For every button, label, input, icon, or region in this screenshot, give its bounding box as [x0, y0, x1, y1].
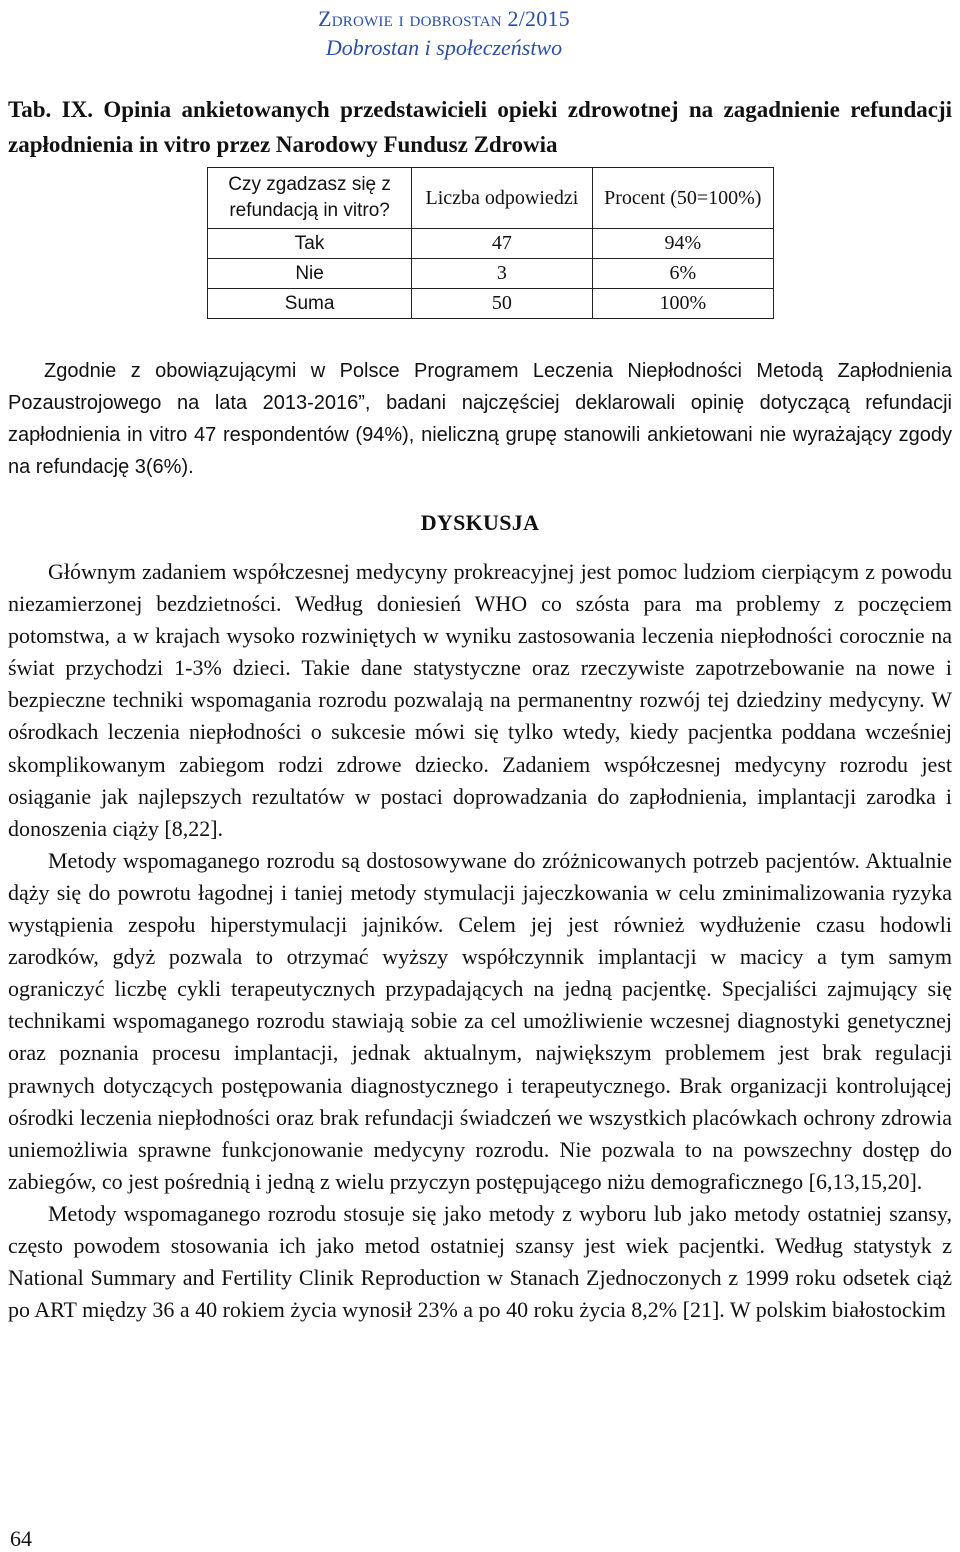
running-header: [244, 4, 644, 62]
results-paragraph: Zgodnie z obowiązującymi w Polsce Programem Leczenia Niepłodności Metodą Zapłodnienia Pozaustrojowego na lata 2013-2016”, badani najczęściej deklarowali opinię dotyczącą refundacji zapłodnienia in vitro 47 respondentów (94%), nieliczną grupę stanowili ankietowani nie wyrażający zgody na refundację 3(6%).: [8, 360, 952, 478]
row-percent: 100%: [592, 289, 773, 319]
section-title-text: Dobrostan i społeczeństwo: [325, 35, 563, 60]
table-header-row: [208, 168, 774, 229]
table-row: [208, 259, 774, 289]
page-number: 64: [10, 1526, 32, 1551]
row-count: 50: [412, 289, 592, 319]
row-count: 47: [412, 229, 592, 259]
journal-title: Zdrowie i dobrostan 2/2015: [318, 6, 570, 31]
row-count: 3: [412, 259, 592, 289]
row-percent: 94%: [592, 229, 773, 259]
discussion-body: [8, 556, 952, 1326]
header-question: Czy zgadzasz się z refundacją in vitro?: [208, 168, 412, 229]
table-caption: [8, 92, 952, 162]
section-heading-discussion: DYSKUSJA: [420, 510, 540, 535]
table-row: [208, 229, 774, 259]
header-count: Liczba odpowiedzi: [412, 168, 592, 229]
table-caption-text: Tab. IX. Opinia ankietowanych przedstawicieli opieki zdrowotnej na zagadnienie refundacji zapłodnienia in vitro przez Narodowy Fundusz Zdrowia: [8, 97, 952, 157]
discussion-paragraph: Metody wspomaganego rozrodu są dostosowywane do zróżnicowanych potrzeb pacjentów. Aktualnie dąży się do powrotu łagodnej i taniej metody stymulacji jajeczkowania w celu zminimalizowania ryzyka wystąpienia zespołu hiperstymulacji jajników. Celem jej jest również wydłużenie czasu hodowli zarodków, gdyż pozwala to otrzymać wyższy współczynnik implantacji w macicy a tym samym ograniczyć liczbę cykli terapeutycznych przypadających na jedną pacjentkę. Specjaliści zajmujący się technikami wspomaganego rozrodu stawiają sobie za cel umożliwienie wczesnej diagnostyki genetycznej oraz poznania procesu implantacji, jednak aktualnym, największym problemem jest brak regulacji prawnych dotyczących postępowania diagnostycznego i terapeutycznego. Brak organizacji kontrolującej ośrodki leczenia niepłodności oraz brak refundacji świadczeń we wszystkich placówkach ochrony zdrowia uniemożliwia sprawne funkcjonowanie medycyny rozrodu. Nie pozwala to na powszechny dostęp do zabiegów, co jest pośrednią i jedną z wielu przyczyn postępującego niżu demograficznego [6,13,15,20].: [8, 847, 952, 1194]
row-answer: Suma: [208, 289, 412, 319]
row-percent: 6%: [592, 259, 773, 289]
row-answer: Nie: [208, 259, 412, 289]
discussion-paragraph: Metody wspomaganego rozrodu stosuje się jako metody z wyboru lub jako metody ostatniej szansy, często powodem stosowania ich jako metod ostatniej szansy jest wiek pacjentki. Według statystyk z National Summary and Fertility Clinik Reproduction w Stanach Zjednoczonych z 1999 roku odsetek ciąż po ART między 36 a 40 rokiem życia wynosił 23% a po 40 roku życia 8,2% [21]. W polskim białostockim: [8, 1200, 952, 1323]
discussion-paragraph: Głównym zadaniem współczesnej medycyny prokreacyjnej jest pomoc ludziom cierpiącym z powodu niezamierzonej bezdzietności. Według doniesień WHO co szósta para ma problemy z poczęciem potomstwa, a w krajach wysoko rozwiniętych w wyniku zastosowania leczenia niepłodności corocznie na świat przychodzi 1-3% dzieci. Takie dane statystyczne oraz rzeczywiste zapotrzebowanie na nowe i bezpieczne techniki wspomagania rozrodu pozwalają na permanentny rozwój tej dziedziny medycyny. W ośrodkach leczenia niepłodności o sukcesie mówi się tylko wtedy, kiedy pacjentka poddana wcześniej skomplikowanym zabiegom rodzi zdrowe dziecko. Zadaniem współczesnej medycyny rozrodu jest osiąganie jak najlepszych rezultatów w postaci doprowadzania do zapłodnienia, implantacji zarodka i donoszenia ciąży [8,22].: [8, 559, 952, 841]
survey-table: [207, 167, 774, 319]
header-percent: Procent (50=100%): [592, 168, 773, 229]
row-answer: Tak: [208, 229, 412, 259]
table-row-total: [208, 289, 774, 319]
section-title: [244, 33, 644, 62]
